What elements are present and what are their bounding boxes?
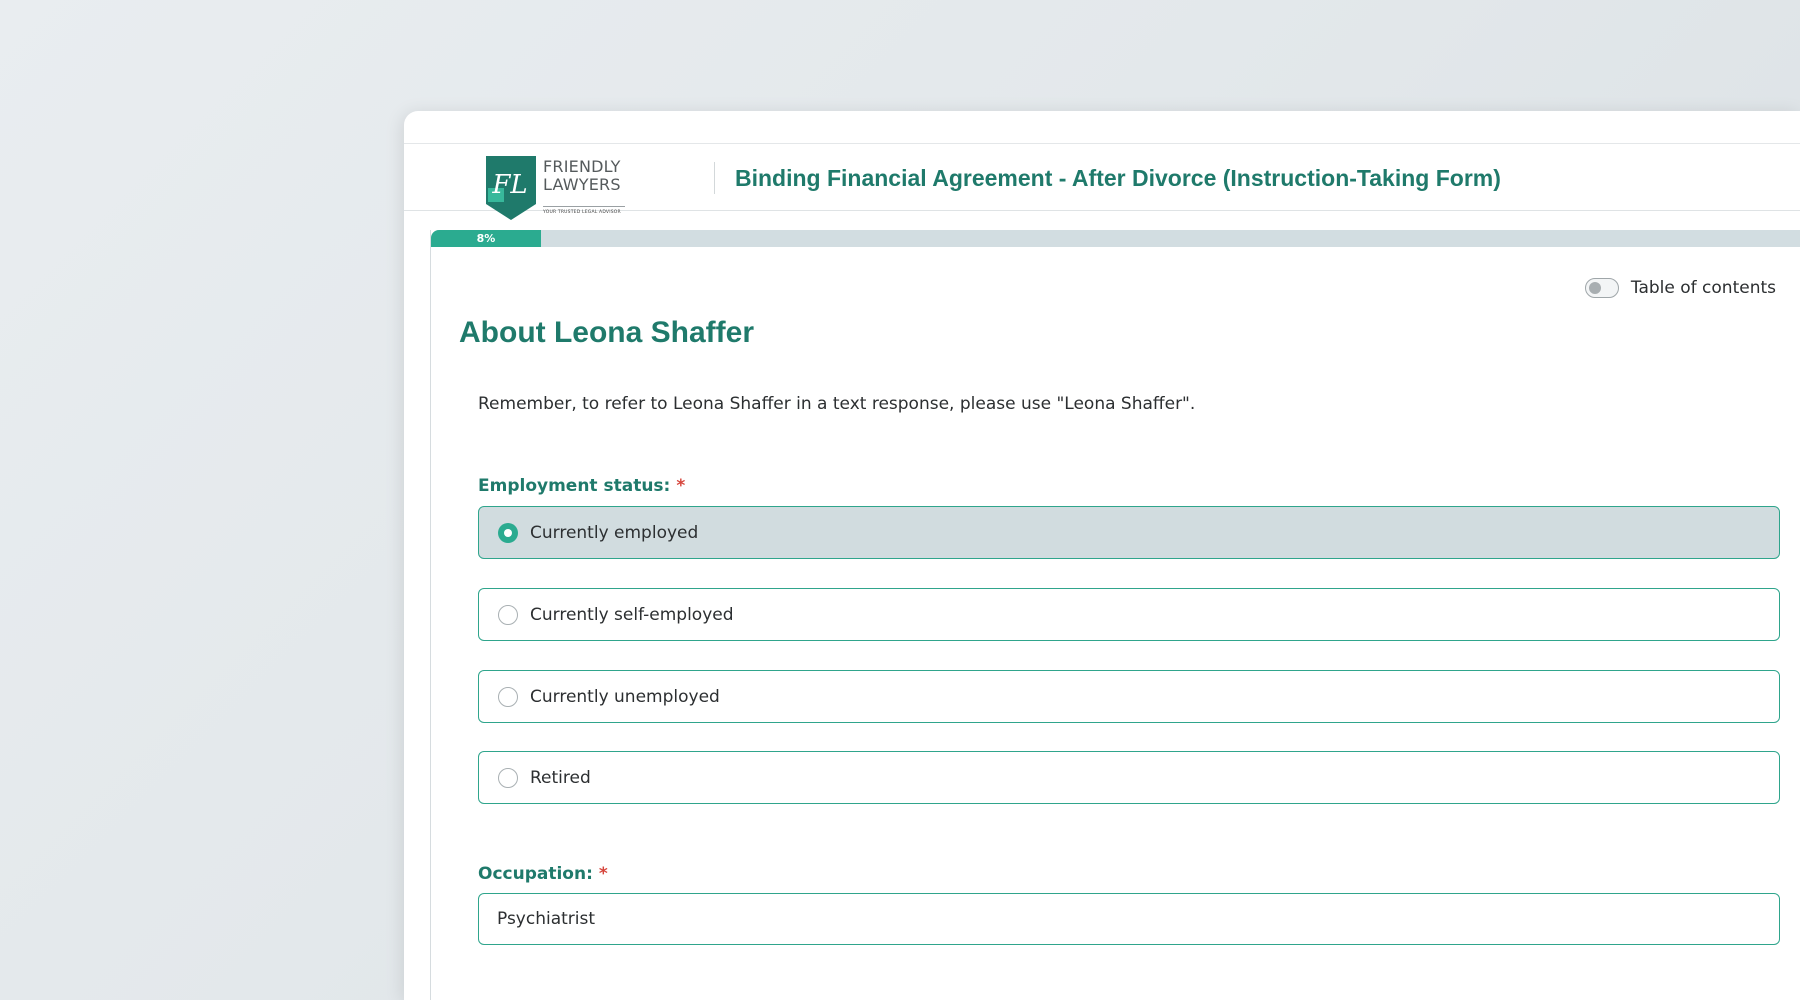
table-of-contents-label: Table of contents xyxy=(1630,278,1776,298)
logo-word-lawyers: LAWYERS xyxy=(543,175,621,194)
reminder-text: Remember, to refer to Leona Shaffer in a text response, please use "Leona Shaffer". xyxy=(478,394,1196,414)
toggle-knob xyxy=(1589,282,1601,294)
form-content xyxy=(430,230,1800,1000)
radio-checked-icon[interactable] xyxy=(498,523,518,543)
toggle-switch[interactable] xyxy=(1585,278,1619,298)
table-of-contents-toggle[interactable] xyxy=(1585,278,1776,298)
logo-shield-icon xyxy=(486,156,536,220)
option-retired[interactable] xyxy=(478,751,1780,804)
option-label: Currently unemployed xyxy=(530,686,720,707)
logo-monogram: FL xyxy=(492,170,528,200)
option-label: Retired xyxy=(530,767,591,788)
logo-word-friendly: FRIENDLY xyxy=(543,157,621,176)
form-title: Binding Financial Agreement - After Divorce (Instruction-Taking Form) xyxy=(735,165,1501,191)
header-divider xyxy=(714,162,715,194)
option-currently-self-employed[interactable] xyxy=(478,588,1780,641)
occupation-label xyxy=(478,864,608,884)
radio-unchecked-icon[interactable] xyxy=(498,605,518,625)
required-asterisk: * xyxy=(676,476,686,496)
occupation-label-text: Occupation: xyxy=(478,864,593,884)
friendly-lawyers-logo xyxy=(486,156,628,220)
employment-status-label-text: Employment status: xyxy=(478,476,671,496)
employment-status-label xyxy=(478,476,685,496)
app-window xyxy=(404,111,1800,1000)
progress-bar xyxy=(431,230,1800,247)
radio-unchecked-icon[interactable] xyxy=(498,687,518,707)
option-label: Currently self-employed xyxy=(530,604,734,625)
progress-fill xyxy=(431,230,541,247)
required-asterisk: * xyxy=(598,864,608,884)
section-title: About Leona Shaffer xyxy=(459,316,755,349)
logo-tagline: YOUR TRUSTED LEGAL ADVISOR xyxy=(543,206,625,215)
window-top-strip xyxy=(404,111,1800,144)
logo-wordmark xyxy=(543,158,621,194)
option-label: Currently employed xyxy=(530,522,699,543)
progress-label: 8% xyxy=(476,232,496,245)
option-currently-unemployed[interactable] xyxy=(478,670,1780,723)
occupation-input[interactable] xyxy=(478,893,1780,945)
option-currently-employed[interactable] xyxy=(478,506,1780,559)
form-header xyxy=(404,144,1800,215)
radio-unchecked-icon[interactable] xyxy=(498,768,518,788)
